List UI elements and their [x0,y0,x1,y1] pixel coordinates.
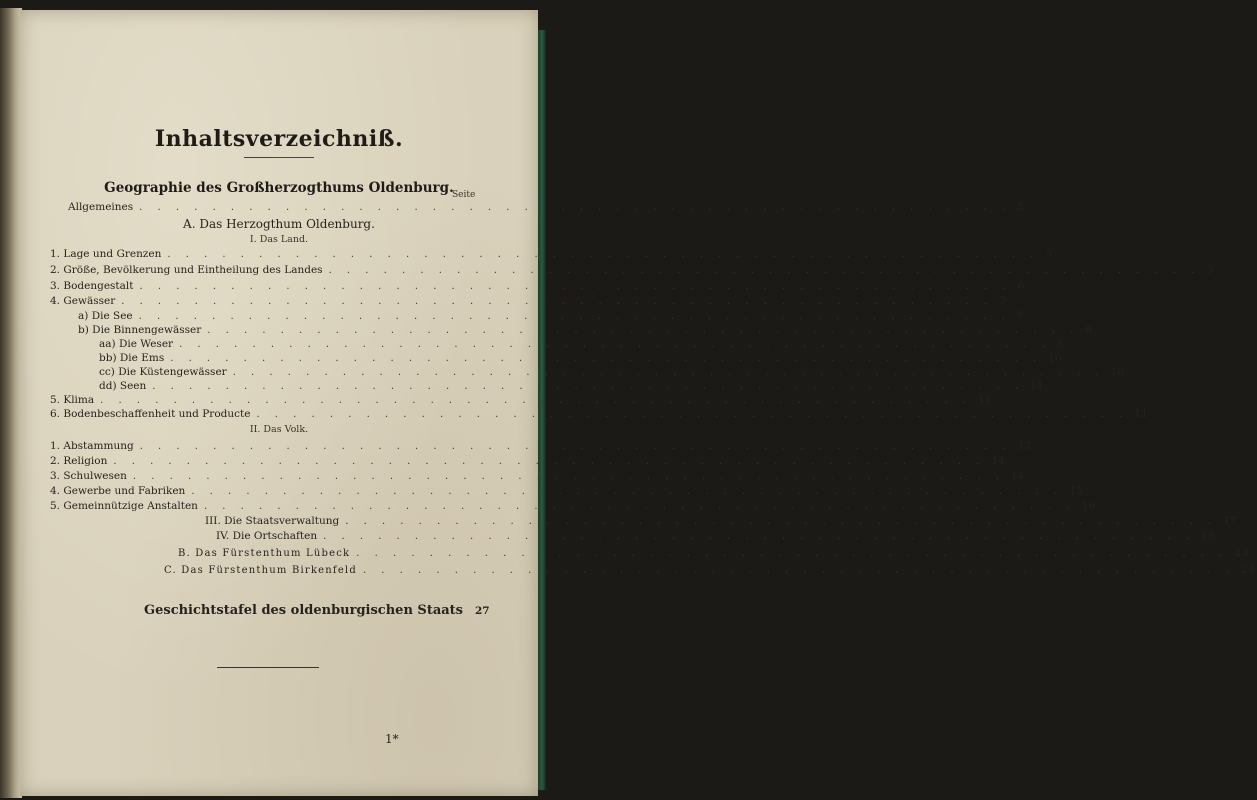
leader-dots: . . . . . . . . . . . . . . . . . . . . . . . . . . . . . . . . . . . . . . . . . . . . . . . . [139,202,1012,213]
toc-entry-bodenbeschaffenheit [50,406,1148,422]
leader-dots: . . . . . . . . . . . . . . . . . . . . . . . . . . . . . . . . . . . . . . . . . . . . . . . . [139,441,1012,452]
leader-dots: . . . . . . . . . . . . . . . . . . . . . . . . . . . . . . . . . . . . . . . . . . . . . . . . [232,367,1105,378]
toc-label: 2. Religion [50,455,108,467]
toc-page: 7 [1016,310,1024,322]
toc-page: 11 [978,394,992,406]
page-title: Inhaltsverzeichniß. [154,126,404,152]
toc-entry-gewaesser [50,293,1006,309]
toc-label: a) Die See [78,310,133,322]
toc-entry-geschichtstafel [144,603,490,619]
toc-page: 17 [1223,515,1237,527]
toc-entry-anstalten [50,498,1096,514]
leader-dots: . . . . . . . . . . . . . . . . . . . . . . . . . . . . . . . . . . . . . . . . . . . . . . . . [152,381,1025,392]
leader-dots: . . . . . . . . . . . . . . . . . . . . . . . . . . . . . . . . . . . . . . . . . . . . . . . . [345,516,1218,527]
toc-label: IV. Die Ortschaften [216,530,318,542]
toc-entry-staatsverwaltung [205,513,1237,529]
toc-entry-bodengestalt [50,278,1025,294]
title-rule [244,157,314,158]
toc-label: 6. Bodenbeschaffenheit und Producte [50,408,251,420]
book-page [20,10,1257,796]
toc-page: 23 [1234,547,1251,559]
toc-label: 3. Schulwesen [50,470,127,482]
toc-label: 5. Klima [50,394,95,406]
toc-label: 2. Größe, Bevölkerung und Eintheilung des Landes [50,264,323,276]
toc-label: 1. Abstammung [50,440,134,452]
leader-dots: . . . . . . . . . . . . . . . . . . . . . . . . . . . . . . . . . . . . . . . . . . . . . . . . [362,565,1235,576]
leader-dots: . . . . . . . . . . . . . . . . . . . . . . . . . . . . . . . . . . . . . . . . . . . . . . . . [203,501,1076,512]
toc-page: 7 [999,295,1006,307]
leader-dots: . . . . . . . . . . . . . . . . . . . . . . . . . . . . . . . . . . . . . . . . . . . . . . . . [138,311,1011,322]
leader-dots: . . . . . . . . . . . . . . . . . . . . . . . . . . . . . . . . . . . . . . . . . . . . . . . . [121,296,994,307]
toc-label: 4. Gewässer [50,295,116,307]
toc-label: b) Die Binnengewässer [78,324,202,336]
toc-entry-religion [50,453,1005,469]
leader-dots: . . . . . . . . . . . . . . . . . . . . . . . . . . . . . . . . . . . . . . . . . . . . . . . . [179,339,1052,350]
leader-dots: . . . . . . . . . . . . . . . . . . . . . . . . . . . . . . . . . . . . . . . . . . . . . . . . [191,486,1064,497]
toc-entry-allgemeines [68,199,1024,215]
toc-page: 15 [1069,485,1083,497]
toc-label: bb) Die Ems [99,352,165,364]
toc-page: 16 [1081,500,1096,512]
toc-page: 10 [1048,352,1062,364]
leader-dots: . . . . . . . . . . . . . . . . . . . . . . . . . . . . . . . . . . . . . . . . . . . . . . . . [207,325,1080,336]
leader-dots: . . . . . . . . . . . . . . . . . . . . . . . . . . . . . . . . . . . . . . . . . . . . . . . . [328,265,1201,276]
toc-page: 11 [1134,408,1148,420]
toc-label: 3. Bodengestalt [50,280,134,292]
toc-label: Geschichtstafel des oldenburgischen Staats [144,603,463,618]
toc-page: 5 [1045,248,1053,260]
toc-page: 5 [1017,201,1024,213]
toc-label: 5. Gemeinnützige Anstalten [50,500,198,512]
leader-dots: . . . . . . . . . . . . . . . . . . . . . . . . . . . . . . . . . . . . . . . . . . . . . . . . [139,281,1012,292]
toc-entry-gewerbe [50,483,1083,499]
toc-entry-birkenfeld [164,562,1257,578]
toc-page: 11 [1030,380,1044,392]
leader-dots: . . . . . . . . . . . . . . . . . . . . . . . . . . . . . . . . . . . . . . . . . . . . . . . . [323,531,1196,542]
bottom-rule [217,667,319,668]
toc-entry-luebeck [178,545,1251,561]
toc-page: 6 [1017,280,1025,292]
toc-page: 19 [1201,530,1215,542]
toc-page: 8 [1057,338,1064,350]
toc-label: dd) Seen [99,380,147,392]
leader-dots: . . . . . . . . . . . . . . . . . . . . . . . . . . . . . . . . . . . . . . . . . . . . . . . . [170,353,1043,364]
toc-label: C. Das Fürstenthum Birkenfeld [164,565,357,576]
toc-entry-schulwesen [50,468,1025,484]
toc-label: III. Die Staatsverwaltung [205,515,340,527]
toc-label: 1. Lage und Grenzen [50,248,162,260]
toc-page: 27 [475,605,490,617]
toc-entry-ortschaften [216,528,1215,544]
toc-page: 10 [1110,366,1125,378]
book-gutter [0,8,22,798]
heading-a: A. Das Herzogthum Oldenburg. [183,217,375,231]
toc-label: cc) Die Küstengewässer [99,366,227,378]
toc-label: B. Das Fürstenthum Lübeck [178,548,351,559]
toc-label: 4. Gewerbe und Fabriken [50,485,186,497]
toc-page: 5 [1206,264,1214,276]
section-title: Geographie des Großherzogthums Oldenburg. [104,180,454,196]
toc-label: aa) Die Weser [99,338,174,350]
toc-page: 14 [991,455,1005,467]
toc-page: 14 [1010,470,1025,482]
toc-entry-groesse [50,262,1214,278]
toc-entry-abstammung [50,438,1032,454]
page-column-header: Seite [452,190,476,200]
heading-ii: II. Das Volk. [249,424,309,435]
toc-page: 8 [1085,324,1092,336]
leader-dots: . . . . . . . . . . . . . . . . . . . . . . . . . . . . . . . . . . . . . . . . . . . . . . . . [100,395,973,406]
toc-page: 25 [1240,564,1257,576]
leader-dots: . . . . . . . . . . . . . . . . . . . . . . . . . . . . . . . . . . . . . . . . . . . . . . . . [132,471,1005,482]
leader-dots: . . . . . . . . . . . . . . . . . . . . . . . . . . . . . . . . . . . . . . . . . . . . . . . . [167,249,1040,260]
heading-i: I. Das Land. [249,234,309,245]
toc-page: 13 [1017,440,1032,452]
leader-dots: . . . . . . . . . . . . . . . . . . . . . . . . . . . . . . . . . . . . . . . . . . . . . . . . [256,409,1129,420]
toc-label: Allgemeines [68,201,134,213]
toc-entry-lage [50,246,1053,262]
leader-dots: . . . . . . . . . . . . . . . . . . . . . . . . . . . . . . . . . . . . . . . . . . . . . . . . [356,548,1229,559]
sheet-signature-mark: 1* [385,732,399,746]
leader-dots: . . . . . . . . . . . . . . . . . . . . . . . . . . . . . . . . . . . . . . . . . . . . . . . . [113,456,986,467]
